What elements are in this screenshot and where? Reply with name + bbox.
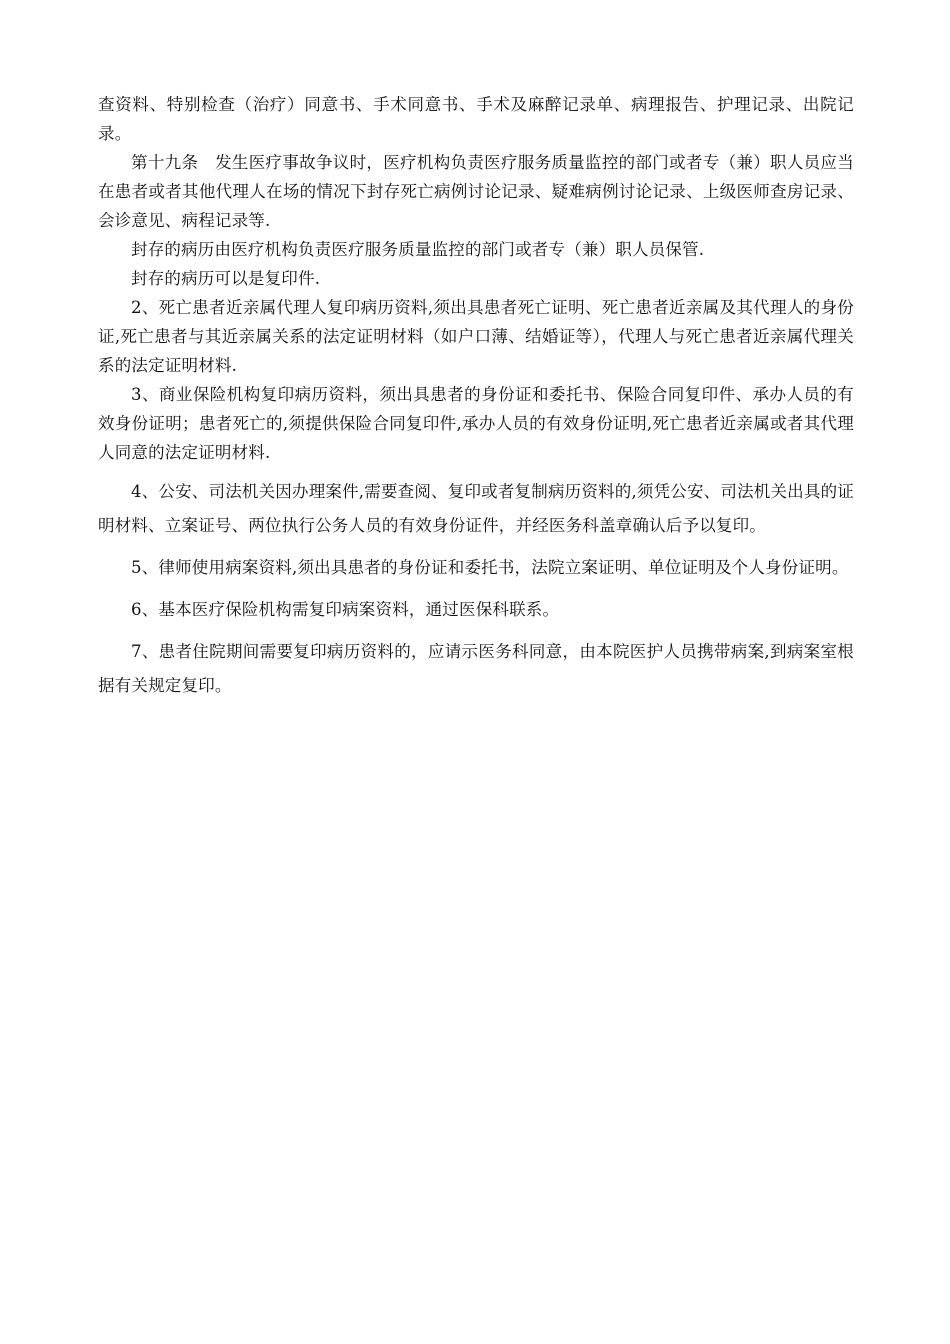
paragraph-continuation: 查资料、特别检查（治疗）同意书、手术同意书、手术及麻醉记录单、病理报告、护理记录、出院记录。	[98, 95, 854, 143]
paragraph-item-4: 4、公安、司法机关因办理案件,需要查阅、复印或者复制病历资料的,须凭公安、司法机关出具的证明材料、立案证号、两位执行公务人员的有效身份证件，并经医务科盖章确认后予以复印。	[98, 482, 854, 535]
paragraph-item-2: 2、死亡患者近亲属代理人复印病历资料,须出具患者死亡证明、死亡患者近亲属及其代理人的身份证,死亡患者与其近亲属关系的法定证明材料（如户口薄、结婚证等），代理人与死亡患者近亲属代理关系的法定证明材料.	[98, 298, 854, 375]
paragraph-sealed-custody: 封存的病历由医疗机构负责医疗服务质量监控的部门或者专（兼）职人员保管.	[131, 240, 705, 259]
document-body	[98, 90, 854, 703]
paragraph-sealed-copies: 封存的病历可以是复印件.	[131, 269, 321, 288]
paragraph-item-5: 5、律师使用病案资料,须出具患者的身份证和委托书，法院立案证明、单位证明及个人身份证明。	[131, 558, 849, 577]
paragraph-article-19: 第十九条 发生医疗事故争议时，医疗机构负责医疗服务质量监控的部门或者专（兼）职人员应当在患者或者其他代理人在场的情况下封存死亡病例讨论记录、疑难病例讨论记录、上级医师查房记录、会诊意见、病程记录等.	[98, 153, 854, 230]
paragraph-item-6: 6、基本医疗保险机构需复印病案资料，通过医保科联系。	[131, 600, 560, 619]
paragraph-item-7: 7、患者住院期间需要复印病历资料的，应请示医务科同意，由本院医护人员携带病案,到病案室根据有关规定复印。	[98, 642, 854, 695]
paragraph-item-3: 3、商业保险机构复印病历资料，须出具患者的身份证和委托书、保险合同复印件、承办人员的有效身份证明；患者死亡的,须提供保险合同复印件,承办人员的有效身份证明,死亡患者近亲属或者其代理人同意的法定证明材料.	[98, 385, 854, 462]
